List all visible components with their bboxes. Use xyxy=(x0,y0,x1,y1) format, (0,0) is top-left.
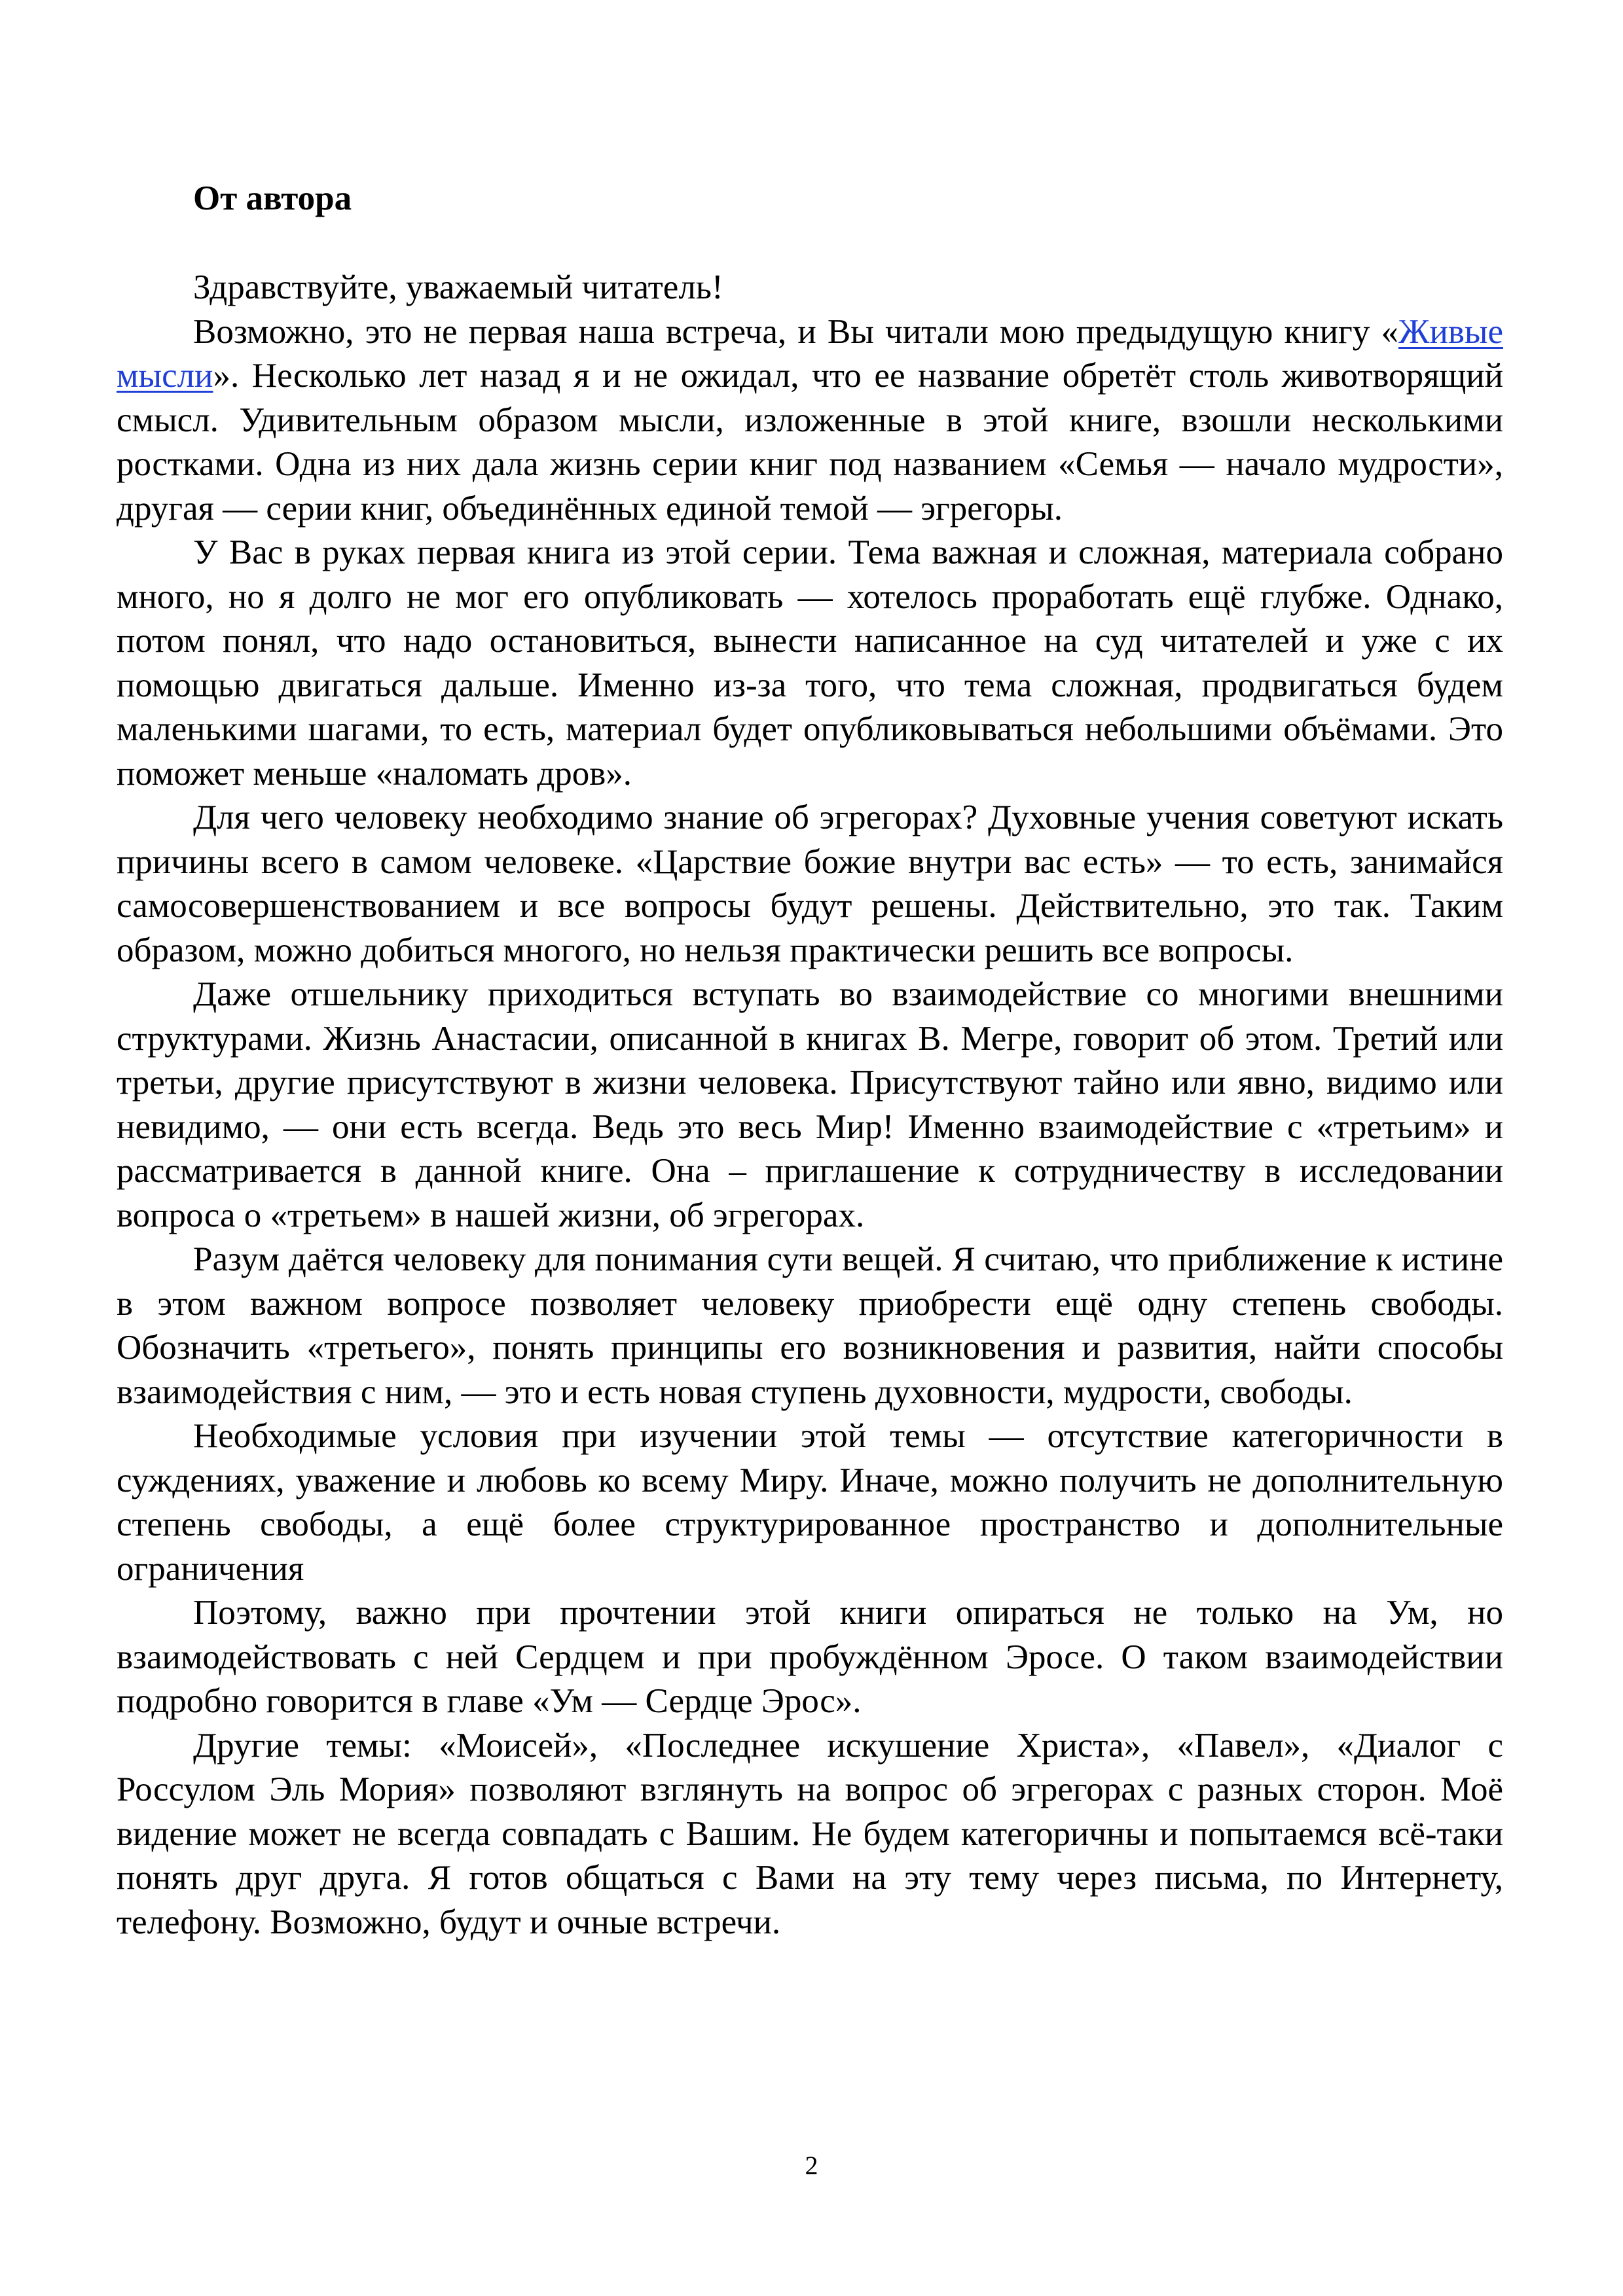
paragraph-1-before-link: Возможно, это не первая наша встреча, и Вы читали мою предыдущую книгу « xyxy=(193,312,1398,351)
page-number: 2 xyxy=(805,2151,818,2180)
zhivye-mysli-link[interactable]: Живые мысли xyxy=(117,312,1503,395)
paragraph-5: Разум даётся человеку для понимания сути вещей. Я считаю, что приближение к истине в этом важном вопросе позволяет человеку приобрести ещё одну степень свободы. Обозначить «третьего», понять принципы его возникновения и развития, найти способы взаимодействия с ним, — это и есть новая ступень духовности, мудрости, свободы. xyxy=(117,1240,1503,1411)
paragraph-6: Необходимые условия при изучении этой темы — отсутствие категоричности в суждениях, уважение и любовь ко всему Миру. Иначе, можно получить не дополнительную степень свободы, а ещё более структурированное пространство и дополнительные ограничения xyxy=(117,1417,1503,1588)
section-heading: От автора xyxy=(193,179,352,217)
greeting-paragraph: Здравствуйте, уважаемый читатель! xyxy=(193,268,723,306)
paragraph-1-after-link: ». Несколько лет назад я и не ожидал, что ее название обретёт столь животворящий смысл. Удивительным образом мысли, изложенные в этой книге, взошли несколькими ростками. Одна из них дала жизнь серии книг под названием «Семья — начало мудрости», другая — серии книг, объединённых единой темой — эгрегоры. xyxy=(117,357,1503,528)
paragraph-3: Для чего человеку необходимо знание об эгрегорах? Духовные учения советуют искать причины всего в самом человеке. «Царствие божие внутри вас есть» — то есть, занимайся самосовершенствованием и все вопросы будут решены. Действительно, это так. Таким образом, можно добиться многого, но нельзя практически решить все вопросы. xyxy=(117,798,1503,969)
paragraph-2: У Вас в руках первая книга из этой серии. Тема важная и сложная, материала собрано много, но я долго не мог его опубликовать — хотелось проработать ещё глубже. Однако, потом понял, что надо остановиться, вынести написанное на суд читателей и уже с их помощью двигаться дальше. Именно из-за того, что тема сложная, продвигаться будем маленькими шагами, то есть, материал будет опубликовываться небольшими объёмами. Это поможет меньше «наломать дров». xyxy=(117,533,1503,793)
paragraph-4: Даже отшельнику приходиться вступать во взаимодействие со многими внешними структурами. Жизнь Анастасии, описанной в книгах В. Мегре, говорит об этом. Третий или третьи, другие присутствуют в жизни человека. Присутствуют тайно или явно, видимо или невидимо, — они есть всегда. Ведь это весь Мир! Именно взаимодействие с «третьим» и рассматривается в данной книге. Она – приглашение к сотрудничеству в исследовании вопроса о «третьем» в нашей жизни, об эгрегорах. xyxy=(117,975,1503,1234)
paragraph-7: Поэтому, важно при прочтении этой книги опираться не только на Ум, но взаимодействовать с ней Сердцем и при пробуждённом Эросе. О таком взаимодействии подробно говорится в главе «Ум — Сердце Эрос». xyxy=(117,1594,1503,1720)
paragraph-1 xyxy=(117,310,1503,531)
document-body xyxy=(117,177,1503,1945)
paragraph-8: Другие темы: «Моисей», «Последнее искушение Христа», «Павел», «Диалог с Россулом Эль Мория» позволяют взглянуть на вопрос об эгрегорах с разных сторон. Моё видение может не всегда совпадать с Вашим. Не будем категоричны и попытаемся всё-таки понять друг друга. Я готов общаться с Вами на эту тему через письма, по Интернету, телефону. Возможно, будут и очные встречи. xyxy=(117,1726,1503,1941)
